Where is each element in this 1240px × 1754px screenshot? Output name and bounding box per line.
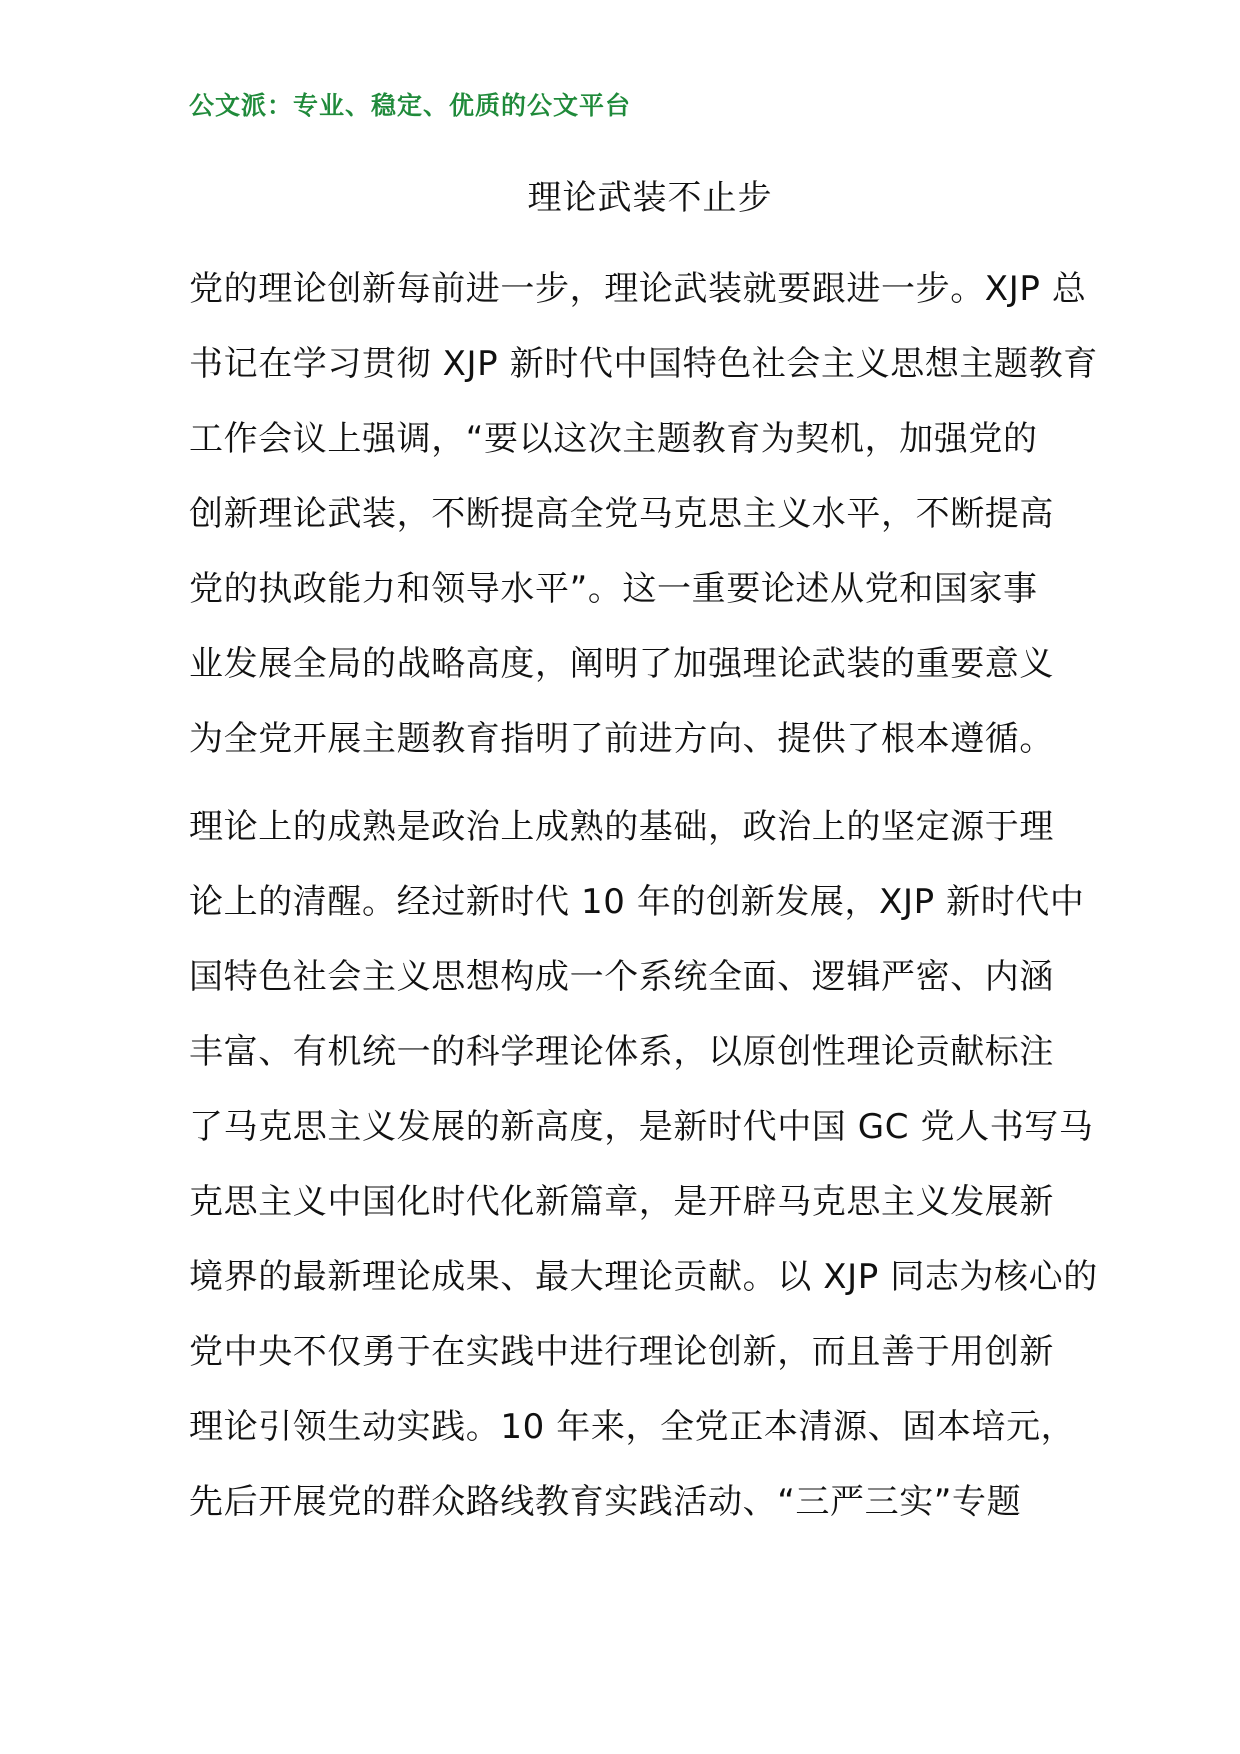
paragraph-2 [189, 790, 1098, 1540]
paragraph-line: 理论引领生动实践。10 年来，全党正本清源、固本培元， [189, 1407, 1076, 1447]
paragraph-line: 工作会议上强调，“要以这次主题教育为契机，加强党的 [189, 419, 1038, 459]
paragraph-1 [189, 252, 1098, 777]
paragraph-line: 党中央不仅勇于在实践中进行理论创新，而且善于用创新 [189, 1332, 1054, 1372]
paragraph-line: 境界的最新理论成果、最大理论贡献。以 XJP 同志为核心的 [189, 1257, 1098, 1297]
paragraph-line: 先后开展党的群众路线教育实践活动、“三严三实”专题 [189, 1482, 1022, 1522]
paragraph-line: 克思主义中国化时代化新篇章，是开辟马克思主义发展新 [189, 1182, 1054, 1222]
paragraph-line: 创新理论武装，不断提高全党马克思主义水平，不断提高 [189, 494, 1054, 534]
paragraph-line: 国特色社会主义思想构成一个系统全面、逻辑严密、内涵 [189, 957, 1054, 997]
paragraph-line: 业发展全局的战略高度，阐明了加强理论武装的重要意义 [189, 644, 1054, 684]
paragraph-line: 党的理论创新每前进一步，理论武装就要跟进一步。XJP 总 [189, 269, 1087, 309]
paragraph-line: 理论上的成熟是政治上成熟的基础，政治上的坚定源于理 [189, 807, 1054, 847]
paragraph-line: 为全党开展主题教育指明了前进方向、提供了根本遵循。 [189, 719, 1054, 759]
paragraph-line: 书记在学习贯彻 XJP 新时代中国特色社会主义思想主题教育 [189, 344, 1098, 384]
document-title: 理论武装不止步 [527, 178, 773, 218]
paragraph-line: 党的执政能力和领导水平”。这一重要论述从党和国家事 [189, 569, 1038, 609]
paragraph-line: 论上的清醒。经过新时代 10 年的创新发展，XJP 新时代中 [189, 882, 1085, 922]
paragraph-line: 丰富、有机统一的科学理论体系，以原创性理论贡献标注 [189, 1032, 1054, 1072]
platform-header: 公文派：专业、稳定、优质的公文平台 [189, 91, 632, 120]
paragraph-line: 了马克思主义发展的新高度，是新时代中国 GC 党人书写马 [189, 1107, 1094, 1147]
